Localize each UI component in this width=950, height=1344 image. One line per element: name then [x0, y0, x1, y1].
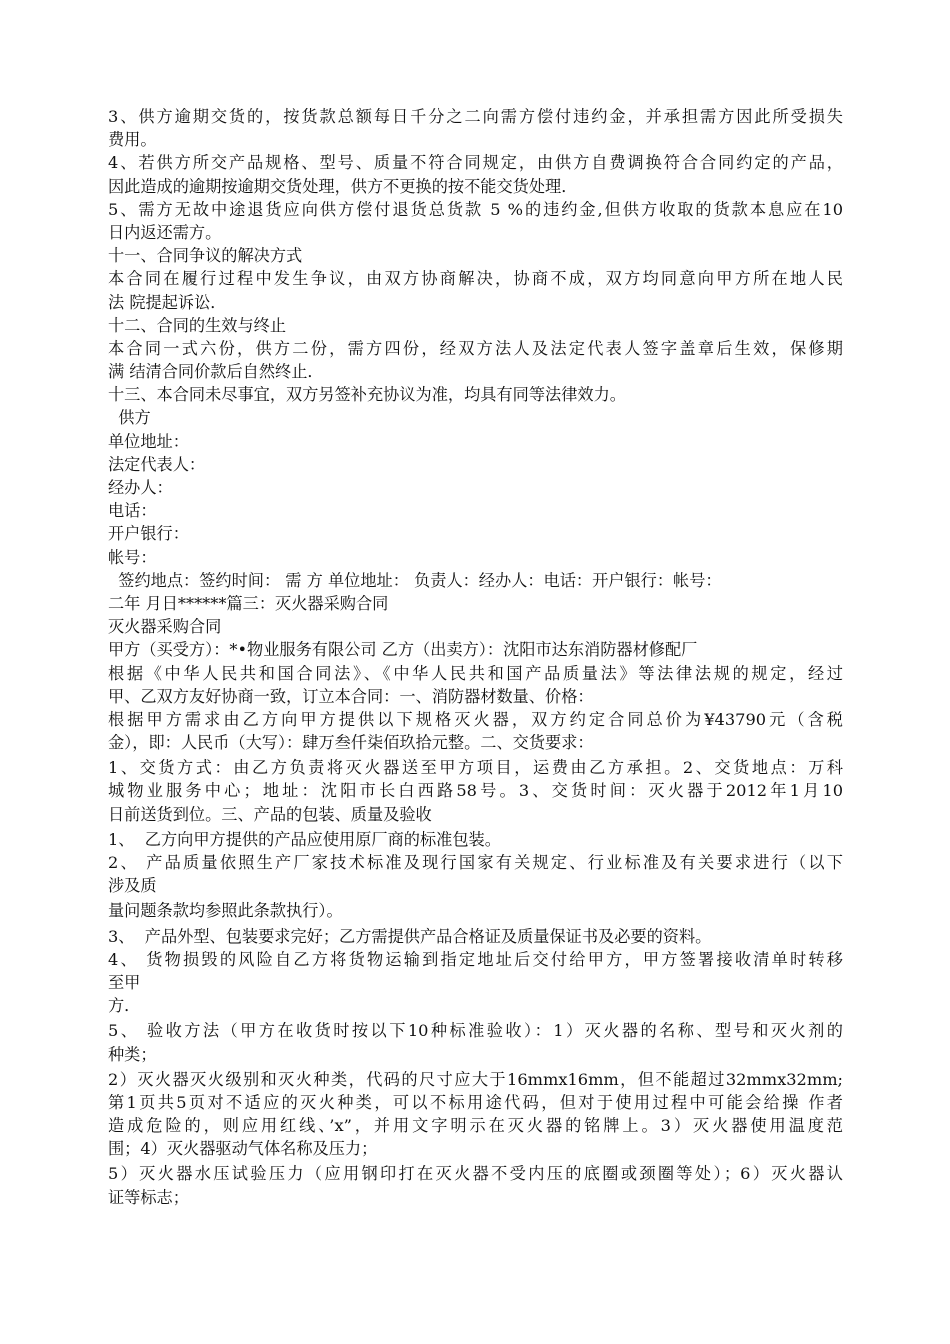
text-line: 围；4）灭火器驱动气体名称及压力；	[108, 1139, 378, 1159]
list-item: 2、 产品质量依照生产厂家技术标准及现行国家有关规定、行业标准及有关要求进行（以下	[108, 853, 843, 872]
text-line: 费用。	[108, 130, 157, 150]
document-title: 灭火器采购合同	[108, 617, 222, 637]
field-label: 法定代表人：	[108, 454, 206, 474]
text-line: 证等标志；	[108, 1187, 189, 1207]
field-label: 单位地址：	[108, 431, 189, 451]
list-item: 1、 乙方向甲方提供的产品应使用原厂商的标准包装。	[108, 829, 501, 849]
text-line: 根据甲方需求由乙方向甲方提供以下规格灭火器，双方约定合同总价为¥43790元（含税	[108, 709, 843, 729]
document-page	[108, 105, 843, 1209]
text-line: 因此造成的逾期按逾期交货处理，供方不更换的按不能交货处理．	[108, 176, 578, 196]
text-line: 本合同在履行过程中发生争议，由双方协商解决，协商不成，双方均同意向甲方所在地人民	[108, 269, 843, 289]
text-line: 2）灭火器灭火级别和灭火种类，代码的尺寸应大于16mmx16mm，但不能超过32mmx32mm;	[108, 1069, 843, 1089]
text-line: 金），即：人民币（大写）：肆万叁仟柒佰玖拾元整。二、交货要求：	[108, 733, 594, 753]
list-item: 5、 验收方法（甲方在收货时按以下10种标准验收）：1）灭火器的名称、型号和灭火剂的	[108, 1021, 843, 1041]
parties-line: 甲方（买受方）：*•物业服务有限公司 乙方（出卖方）：沈阳市达东消防器材修配厂	[108, 640, 698, 660]
text-line: 二年 月日******篇三：灭火器采购合同	[108, 593, 389, 613]
text-line: 4、若供方所交产品规格、型号、质量不符合同规定，由供方自费调换符合合同约定的产品，	[108, 153, 843, 173]
text-line: 满 结清合同价款后自然终止．	[108, 362, 324, 382]
text-line: 涉及质	[108, 876, 157, 896]
text-line: 法 院提起诉讼．	[108, 292, 227, 312]
signature-fields: 签约地点：签约时间： 需 方 单位地址： 负责人：经办人：电话：开户银行：帐号：	[108, 570, 722, 590]
text-line: 5、需方无故中途退货应向供方偿付退货总货款 5 %的违约金,但供方收取的货款本息应在10	[108, 199, 843, 219]
text-line: 甲、乙双方友好协商一致，订立本合同：一、消防器材数量、价格：	[108, 686, 594, 706]
party-label: 供方	[108, 408, 151, 428]
text-line: 方．	[108, 996, 141, 1016]
text-line: 造成危险的，则应用红线、’x”，并用文字明示在灭火器的铭牌上。3）灭火器使用温度范	[108, 1116, 843, 1136]
section-heading: 十一、合同争议的解决方式	[108, 246, 303, 266]
text-line: 根据《中华人民共和国合同法》、《中华人民共和国产品质量法》等法律法规的规定，经过	[108, 663, 843, 683]
list-item: 3、 产品外型、包装要求完好；乙方需提供产品合格证及质量保证书及必要的资料。	[108, 926, 712, 946]
text-line: 本合同一式六份，供方二份，需方四份，经双方法人及法定代表人签字盖章后生效，保修期	[108, 338, 843, 358]
list-item: 4、 货物损毁的风险自乙方将货物运输到指定地址后交付给甲方，甲方签署接收清单时转移	[108, 949, 843, 969]
section-heading: 十二、合同的生效与终止	[108, 315, 287, 335]
text-line: 1、交货方式：由乙方负责将灭火器送至甲方项目，运费由乙方承担。2、交货地点：万科	[108, 758, 843, 778]
text-line: 量问题条款均参照此条款执行）。	[108, 901, 343, 921]
text-line: 日前送货到位。三、产品的包装、质量及验收	[108, 804, 432, 824]
field-label: 经办人：	[108, 478, 173, 497]
text-line: 种类；	[108, 1044, 157, 1064]
text-line: 日内返还需方。	[108, 222, 222, 242]
text-line: 5）灭火器水压试验压力（应用钢印打在灭火器不受内压的底圈或颈圈等处）；6）灭火器认	[108, 1164, 843, 1184]
text-line: 十三、本合同未尽事宜，双方另签补充协议为准，均具有同等法律效力。	[108, 385, 626, 405]
field-label: 电话：	[108, 501, 157, 521]
text-line: 第1页共5页对不适应的灭火种类，可以不标用途代码，但对于使用过程中可能会给操 作者	[108, 1092, 843, 1112]
text-line: 3、供方逾期交货的，按货款总额每日千分之二向需方偿付违约金，并承担需方因此所受损失	[108, 107, 843, 126]
field-label: 开户银行：	[108, 524, 189, 544]
text-line: 至甲	[108, 972, 141, 992]
field-label: 帐号：	[108, 547, 157, 567]
text-line: 城物业服务中心；地址：沈阳市长白西路58号。3、交货时间：灭火器于2012年1月10	[108, 781, 843, 801]
